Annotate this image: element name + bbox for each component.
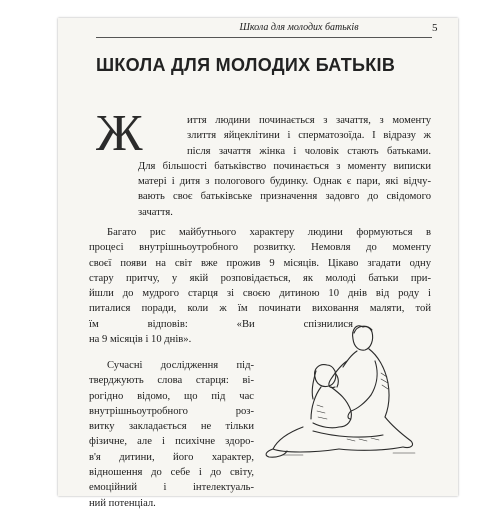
paragraph-1	[89, 105, 431, 220]
drop-cap: Ж	[96, 105, 143, 162]
text-line: злиття яйцеклітини і сперматозоїда. І відразу ж	[187, 130, 431, 142]
page-number: 5	[432, 22, 438, 34]
text-line: відношення до себе і до світу,	[89, 467, 254, 479]
text-line: процесі внутрішньоутробного розвитку. Немовля до моменту	[89, 242, 431, 254]
text-line: в'я дитини, його характер,	[89, 451, 254, 463]
text-line: йшли до мудрого старця зі своєю дитиною 10 днів від роду і	[89, 288, 431, 300]
text-line: витку закладається не тільки	[89, 421, 254, 433]
text-line: рогідно відомо, що під час	[89, 390, 254, 402]
text-line: тверджують слова старця: ві-	[89, 375, 254, 387]
text-line: після зачаття жінка і чоловік стають батьками.	[187, 145, 431, 157]
text-line: Для більшості батьківство починається з моменту виписки	[138, 160, 431, 172]
text-line: матері і дитя з пологового будинку. Однак є пари, які відчу-	[138, 176, 431, 188]
text-line: внутрішньоутробного роз-	[89, 405, 254, 417]
header-rule	[96, 37, 432, 38]
text-line: вають своє батьківське призначення задовго до свідомого	[138, 191, 431, 203]
text-line: своєї появи на світ вже прожив 9 місяців. Цікаво згадати одну	[89, 257, 431, 269]
text-line: питалися поради, коли ж їм починати виховання маляти, той	[89, 303, 431, 315]
text-line: иття людини починається з зачаття, з моменту	[187, 115, 431, 126]
text-line: їм відповів: «Ви спізнилися	[89, 318, 353, 330]
couple-illustration	[243, 315, 438, 465]
running-head: Школа для молодих батьків	[239, 22, 359, 33]
text-line: стару притчу, у якій розповідається, як молоді батьки при-	[89, 272, 431, 284]
text-line: Сучасні дослідження під-	[107, 360, 254, 371]
text-line: зачаття.	[138, 206, 173, 218]
text-line: ний потенціал.	[89, 497, 156, 509]
paragraph-3	[89, 358, 254, 511]
book-page	[58, 18, 458, 509]
text-line: Багато рис майбутнього характеру людини формуються в	[107, 227, 431, 238]
chapter-title: ШКОЛА ДЛЯ МОЛОДИХ БАТЬКІВ	[96, 55, 396, 75]
text-line: на 9 місяців і 10 днів».	[89, 334, 192, 346]
text-line: фізичне, але і психічне здоро-	[89, 436, 254, 448]
text-line: емоційний і інтелектуаль-	[89, 482, 254, 494]
